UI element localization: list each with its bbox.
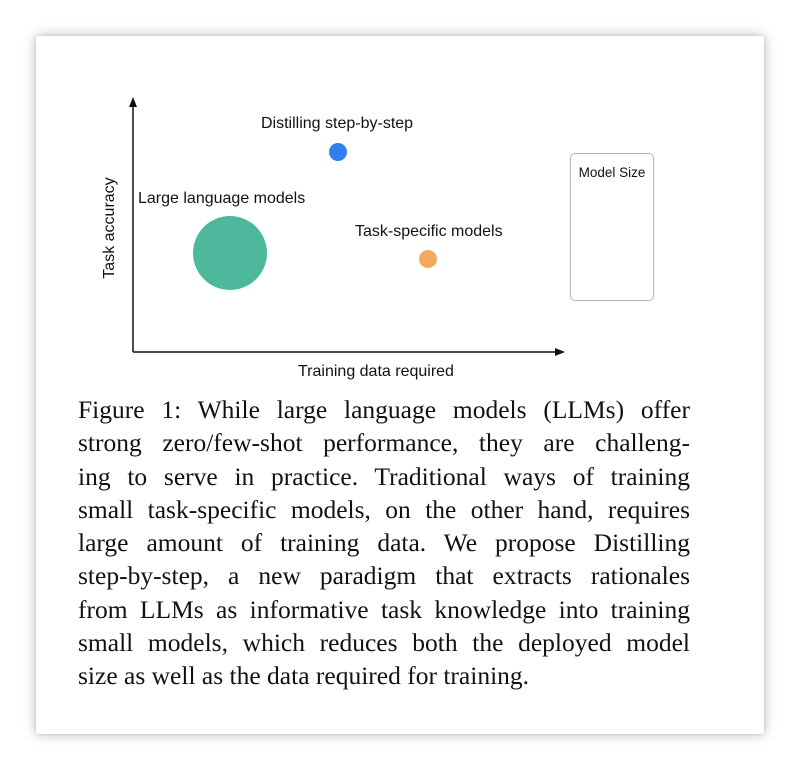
- caption-line: ing to serve in practice. Traditional ways of training: [78, 461, 690, 491]
- point-task-specific-models: [419, 250, 437, 268]
- point-label-task-specific-models: Task-specific models: [355, 223, 503, 240]
- caption-line: step-by-step, a new paradigm that extracts rationales: [78, 561, 690, 591]
- x-axis-label: Training data required: [298, 363, 454, 380]
- figure-caption: [78, 393, 690, 693]
- caption-line: large amount of training data. We propose Distilling: [78, 528, 690, 558]
- caption-line: strong zero/few-shot performance, they are challeng-: [78, 428, 690, 458]
- y-axis-label: Task accuracy: [101, 177, 118, 279]
- point-label-distilling-step-by-step: Distilling step-by-step: [261, 115, 414, 132]
- point-distilling-step-by-step: [329, 143, 347, 161]
- caption-line: small models, which reduces both the deployed model: [78, 628, 690, 658]
- point-label-large-language-models: Large language models: [138, 190, 306, 207]
- caption-line: small task-specific models, on the other hand, requires: [78, 494, 690, 524]
- point-large-language-models: [193, 216, 267, 290]
- legend-title: Model Size: [578, 165, 646, 180]
- legend-model-size: [570, 153, 654, 301]
- caption-line: from LLMs as informative task knowledge into training: [78, 594, 690, 624]
- caption-line: size as well as the data required for training.: [78, 661, 530, 691]
- caption-line: Figure 1: While large language models (LLMs) offer: [78, 395, 690, 424]
